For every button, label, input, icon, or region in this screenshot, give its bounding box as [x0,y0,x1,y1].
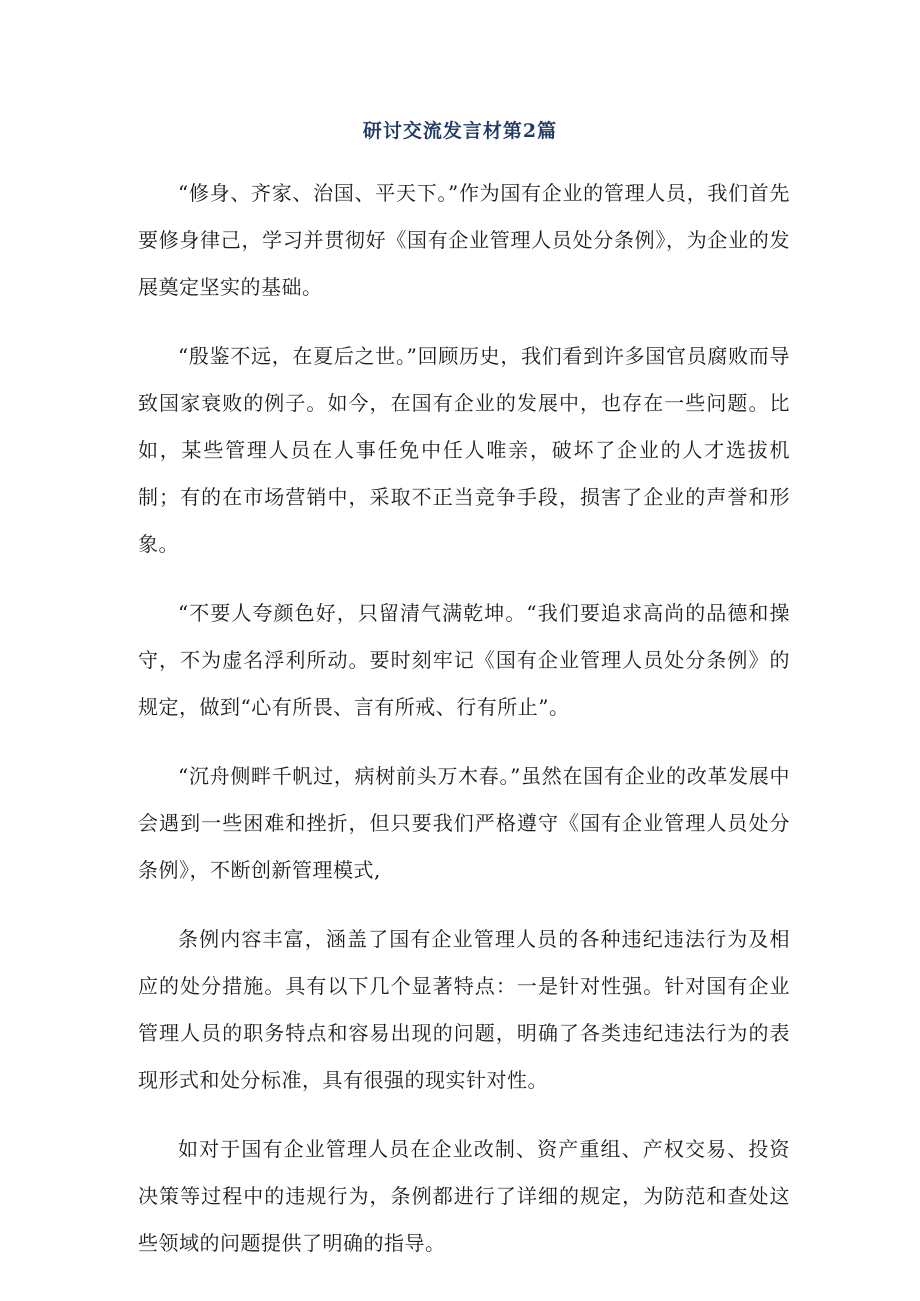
paragraph-5: 条例内容丰富，涵盖了国有企业管理人员的各种违纪违法行为及相应的处分措施。具有以下几个显著特点：一是针对性强。针对国有企业管理人员的职务特点和容易出现的问题，明确了各类违纪违法行为的表现形式和处分标准，具有很强的现实针对性。 [138,927,790,1092]
paragraph-6: 如对于国有企业管理人员在企业改制、资产重组、产权交易、投资决策等过程中的违规行为，条例都进行了详细的规定，为防范和查处这些领域的问题提供了明确的指导。 [138,1137,790,1255]
document-body [138,170,790,1267]
paragraph-4: “沉舟侧畔千帆过，病树前头万木春。”虽然在国有企业的改革发展中会遇到一些困难和挫折，但只要我们严格遵守《国有企业管理人员处分条例》，不断创新管理模式, [138,764,790,882]
paragraph-2: “殷鉴不远，在夏后之世。”回顾历史，我们看到许多国官员腐败而导致国家衰败的例子。如今，在国有企业的发展中，也存在一些问题。比如，某些管理人员在人事任免中任人唯亲，破坏了企业的人才选拔机制；有的在市场营销中，采取不正当竞争手段，损害了企业的声誉和形象。 [138,344,790,556]
paragraph-3: “不要人夸颜色好，只留清气满乾坤。“我们要追求高尚的品德和操守，不为虚名浮利所动。要时刻牢记《国有企业管理人员处分条例》的规定，做到“心有所畏、言有所戒、行有所止”。 [138,601,790,719]
paragraph-1: “修身、齐家、治国、平天下。”作为国有企业的管理人员，我们首先要修身律己，学习并贯彻好《国有企业管理人员处分条例》，为企业的发展奠定坚实的基础。 [138,181,790,299]
document-title: 研讨交流发言材第2篇 [362,120,558,142]
